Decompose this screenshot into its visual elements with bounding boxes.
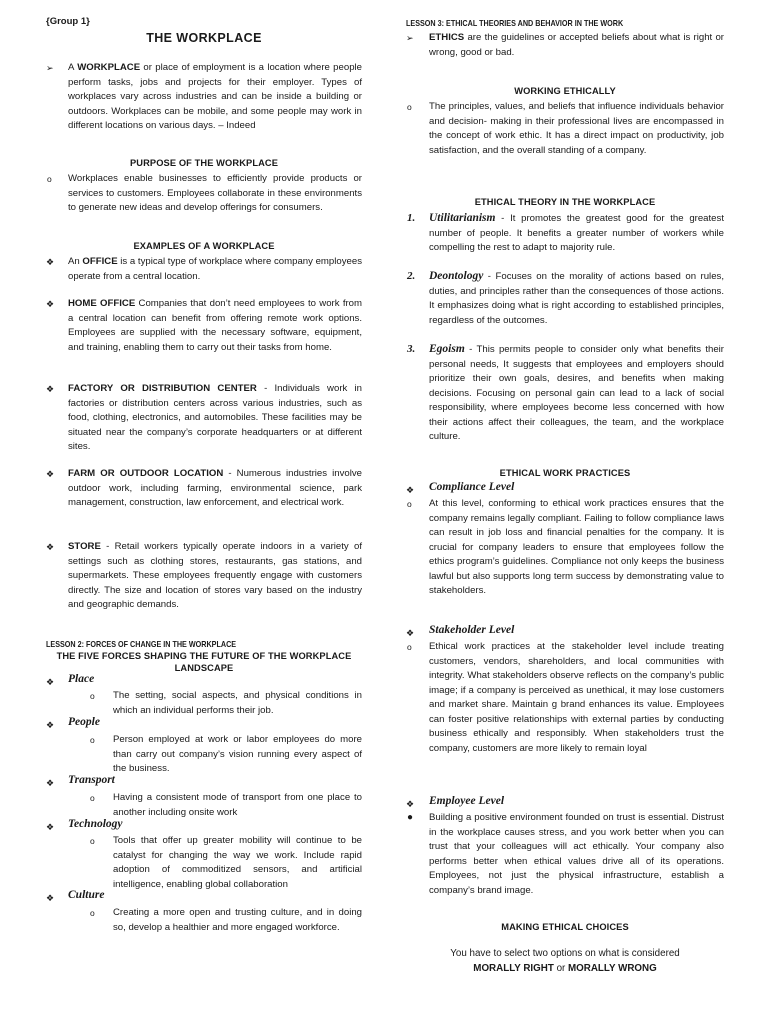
diamond-bullet-icon: ❖ [406,799,415,809]
circle-bullet-icon: o [90,908,95,918]
example-store: STORE - Retail workers typically operate indoors in a variety of settings such as clothing stores, restaurants, gas stations, and supermarkets. These employees frequently engage with customers directly. The size and location of stores vary based on the industry and geographic demands. [68,541,362,610]
circle-bullet-icon: o [90,793,95,803]
theory-number: 3. [407,343,416,355]
force-culture-title: Culture [68,889,105,901]
page-title: THE WORKPLACE [146,31,262,45]
circle-bullet-icon: o [407,642,412,652]
force-place-text: The setting, social aspects, and physical conditions in which an individual performs their job. [113,690,362,716]
ethics-definition: ETHICS are the guidelines or accepted beliefs about what is right or wrong, good or bad. [429,32,724,58]
dot-bullet-icon: ● [407,812,414,823]
diamond-bullet-icon: ❖ [46,469,55,479]
theory-number: 1. [407,212,416,224]
diamond-bullet-icon: ❖ [406,485,415,495]
examples-heading: EXAMPLES OF A WORKPLACE [133,241,275,251]
lesson-3-label: LESSON 3: ETHICAL THEORIES AND BEHAVIOR IN THE WORK [406,18,624,28]
circle-bullet-icon: o [90,691,95,701]
theory-deontology: Deontology - Focuses on the morality of actions based on rules, duties, and principles rather than the consequences of those actions. It emphasizes doing what is right according to established principles, regardless of the outcomes. [429,270,724,326]
diamond-bullet-icon: ❖ [46,720,55,730]
theory-number: 2. [407,270,416,282]
compliance-level-title: Compliance Level [429,481,515,493]
force-technology-text: Tools that offer up greater mobility will continue to be catalyst for changing the way we work. Include rapid adoption of commoditized sensors, and artificial intelligence, enabling global collaboration [113,835,362,890]
arrow-bullet-icon: ➢ [46,63,54,73]
circle-bullet-icon: o [47,174,52,184]
diamond-bullet-icon: ❖ [46,893,55,903]
diamond-bullet-icon: ❖ [46,257,55,267]
theory-utilitarianism: Utilitarianism - It promotes the greatest good for the greatest number of people. It benefits a greater number of workers while compelling the rest to adapt to majority rule. [429,212,724,253]
stakeholder-level-text: Ethical work practices at the stakeholder level include treating customers, vendors, shareholders, and local communities with integrity. What stakeholders observe reflects on the company’s public image; if a company is perceived as unethical, it may lose customers and market share. Maintain g brand enhances its value. Employees can foster positive relationships with external parties by conducting business ethically and responsibly. When stakeholders trust the company, customers are more likely to remain loyal [429,641,724,754]
employee-level-title: Employee Level [429,795,505,807]
example-factory: FACTORY OR DISTRIBUTION CENTER - Individuals work in factories or distribution centers across various industries, such as food, clothing, electronics, and automobiles. These facilities may be situated near the company’s corporate headquarters or at different sites. [68,383,362,452]
example-home-office: HOME OFFICE Companies that don’t need employees to work from a central location can benefit from offering remote work options. Employees are supplied with the necessary software, equipment, and training, enabling them to carry out their tasks from home. [68,298,363,353]
diamond-bullet-icon: ❖ [46,677,55,687]
example-office: An OFFICE is a typical type of workplace where company employees operate from a central location. [68,256,362,282]
force-people-text: Person employed at work or labor employees do more than carry out company’s vision running every aspect of the business. [113,734,362,774]
working-ethically-heading: WORKING ETHICALLY [514,86,616,96]
working-ethically-text: The principles, values, and beliefs that influence individuals behavior and decision- making in their professional lives are encompassed in the concept of work ethic. It has a direct impact on productivity, job satisfaction, and the overall standing of a company. [429,101,724,156]
making-choices-text: You have to select two options on what is considered MORALLY RIGHT or MORALLY WRONG [450,948,680,974]
diamond-bullet-icon: ❖ [46,778,55,788]
lesson-2-label: LESSON 2: FORCES OF CHANGE IN THE WORKPLACE [46,639,237,649]
five-forces-heading: THE FIVE FORCES SHAPING THE FUTURE OF THE WORKPLACE LANDSCAPE [56,651,352,673]
example-farm: FARM OR OUTDOOR LOCATION - Numerous industries involve outdoor work, including farming, environmental science, park management, construction, law enforcement, and electrical work. [68,468,362,508]
compliance-level-text: At this level, conforming to ethical work practices ensures that the company remains legally compliant. Failing to follow compliance laws can result in job loss and financial penalties for the company. It is crucial for company leaders to ensure that employees follow the ethics program’s guidelines. Compliance not only keeps the business lawful but also supports long term success by demonstrating value to stakeholders. [429,498,724,596]
diamond-bullet-icon: ❖ [46,822,55,832]
force-technology-title: Technology [68,818,123,830]
diamond-bullet-icon: ❖ [46,299,55,309]
arrow-bullet-icon: ➢ [406,33,414,43]
workplace-definition: A WORKPLACE or place of employment is a location where people perform tasks, jobs and projects for their employer. Types of workplaces vary across industries and can be inside a building or outdoors. Workplaces can be mobile, and some people may work in different locations on various days. – Indeed [68,62,362,131]
purpose-text: Workplaces enable businesses to efficiently provide products or services to customers. Employees collaborate in these environments to generate new ideas and develop offerings for consumers. [68,173,362,213]
ethical-practices-heading: ETHICAL WORK PRACTICES [499,468,631,478]
circle-bullet-icon: o [407,499,412,509]
force-transport-text: Having a consistent mode of transport from one place to another including onsite work [113,792,362,818]
stakeholder-level-title: Stakeholder Level [429,624,515,636]
ethical-theory-heading: ETHICAL THEORY IN THE WORKPLACE [474,197,656,207]
purpose-heading: PURPOSE OF THE WORKPLACE [129,158,279,168]
force-transport-title: Transport [68,774,115,786]
group-label: {Group 1} [46,16,90,27]
force-people-title: People [68,716,100,728]
making-choices-heading: MAKING ETHICAL CHOICES [501,922,629,932]
diamond-bullet-icon: ❖ [406,628,415,638]
diamond-bullet-icon: ❖ [46,384,55,394]
force-culture-text: Creating a more open and trusting culture, and in doing so, develop a healthier and more engaged workforce. [113,907,362,933]
diamond-bullet-icon: ❖ [46,542,55,552]
force-place-title: Place [68,673,95,685]
circle-bullet-icon: o [407,102,412,112]
circle-bullet-icon: o [90,735,95,745]
circle-bullet-icon: o [90,836,95,846]
theory-egoism: Egoism - This permits people to consider only what benefits their personal needs, It suggests that employees and employers should prioritize their own goals, desires, and benefits when making decisions. Focusing on personal gain can lead to a lack of social responsibility, where employees become less concerned with how their actions affect their colleagues, the team, and the workplace culture. [429,343,724,442]
employee-level-text: Building a positive environment founded on trust is essential. Distrust in the workplace causes stress, and you work better when you can trust that your colleagues will act ethically. Your company also performs better when ethical values drive all of its operations. Employees, not just the physical infrastructure, establish a company’s brand image. [429,812,724,896]
